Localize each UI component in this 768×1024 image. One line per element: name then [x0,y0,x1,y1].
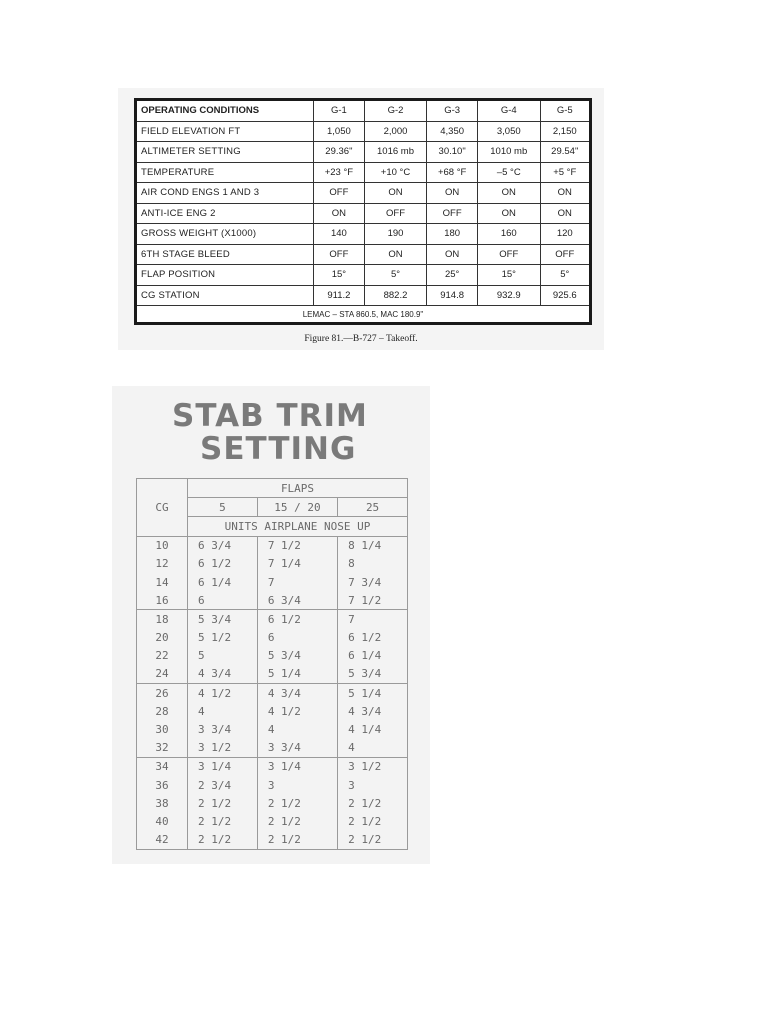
trim-flap-col-25: 25 [338,498,408,517]
trim-cell: 4 1/4 [338,720,408,738]
ops-cell: 914.8 [427,285,478,306]
trim-cell: 4 [188,702,258,720]
ops-row [136,265,591,286]
trim-cell: 8 [338,555,408,573]
ops-col-g3: G-3 [427,100,478,122]
operating-conditions-table [134,98,592,325]
trim-cg-value: 16 [137,591,188,610]
trim-cell: 6 3/4 [188,536,258,555]
trim-cell: 6 1/4 [188,573,258,591]
trim-flap-col-15-20: 15 / 20 [257,498,337,517]
trim-cell: 2 1/2 [257,831,337,850]
ops-cell: –5 °C [478,162,540,183]
ops-cell: +10 °C [364,162,426,183]
trim-cell: 5 1/4 [257,665,337,684]
ops-cell: 120 [540,224,591,245]
ops-cell: 30.10" [427,142,478,163]
trim-cell: 6 3/4 [257,591,337,610]
trim-cell: 2 1/2 [188,812,258,830]
ops-col-g5: G-5 [540,100,591,122]
trim-cg-value: 26 [137,684,188,703]
trim-cell: 8 1/4 [338,536,408,555]
trim-cell: 3 [257,776,337,794]
trim-row [137,591,408,610]
trim-cell: 6 [188,591,258,610]
ops-table-body [136,121,591,306]
ops-cell: 5° [364,265,426,286]
ops-cell: ON [540,203,591,224]
trim-row [137,812,408,830]
trim-row [137,647,408,665]
trim-cg-value: 40 [137,812,188,830]
trim-cell: 5 [188,647,258,665]
ops-row [136,285,591,306]
ops-row-label: FLAP POSITION [136,265,314,286]
ops-cell: 29.54" [540,142,591,163]
trim-flaps-header: FLAPS [188,479,408,498]
ops-cell: 15° [478,265,540,286]
ops-cell: 15° [314,265,365,286]
trim-units-header: UNITS AIRPLANE NOSE UP [188,517,408,536]
ops-row [136,142,591,163]
ops-row [136,224,591,245]
ops-footnote: LEMAC – STA 860.5, MAC 180.9" [136,306,591,324]
stab-trim-title-line2: SETTING [200,431,357,467]
ops-row-label: CG STATION [136,285,314,306]
trim-row [137,665,408,684]
ops-cell: ON [540,183,591,204]
ops-row [136,183,591,204]
ops-cell: ON [478,183,540,204]
trim-cg-value: 18 [137,610,188,629]
ops-row [136,203,591,224]
trim-cell: 5 3/4 [188,610,258,629]
trim-cg-value: 24 [137,665,188,684]
trim-cell: 3 [338,776,408,794]
trim-row [137,573,408,591]
ops-row-label: TEMPERATURE [136,162,314,183]
trim-cell: 2 1/2 [188,794,258,812]
ops-cell: OFF [478,244,540,265]
trim-cg-value: 14 [137,573,188,591]
ops-cell: 140 [314,224,365,245]
ops-cell: 180 [427,224,478,245]
trim-row [137,720,408,738]
trim-cell: 7 1/4 [257,555,337,573]
ops-cell: 932.9 [478,285,540,306]
trim-flap-col-5: 5 [188,498,258,517]
trim-cg-value: 34 [137,757,188,776]
ops-cell: 925.6 [540,285,591,306]
trim-cg-value: 32 [137,739,188,758]
ops-cell: OFF [364,203,426,224]
trim-cell: 7 1/2 [257,536,337,555]
stab-trim-figure [112,386,430,864]
trim-cell: 4 1/2 [188,684,258,703]
ops-cell: 3,050 [478,121,540,142]
trim-cell: 2 1/2 [257,812,337,830]
ops-cell: 1,050 [314,121,365,142]
trim-cell: 4 3/4 [338,702,408,720]
trim-row [137,684,408,703]
ops-cell: OFF [540,244,591,265]
ops-cell: 1010 mb [478,142,540,163]
trim-row [137,629,408,647]
ops-cell: 911.2 [314,285,365,306]
ops-row [136,162,591,183]
trim-cg-header: CG [137,479,188,537]
operating-conditions-figure [118,88,604,350]
trim-cg-value: 36 [137,776,188,794]
trim-row [137,757,408,776]
trim-cell: 3 3/4 [188,720,258,738]
ops-cell: OFF [427,203,478,224]
trim-cell: 4 3/4 [257,684,337,703]
trim-cell: 3 1/4 [257,757,337,776]
ops-col-g2: G-2 [364,100,426,122]
ops-row-label: AIR COND ENGS 1 AND 3 [136,183,314,204]
trim-cell: 4 [257,720,337,738]
ops-cell: ON [364,183,426,204]
trim-cell: 2 1/2 [338,812,408,830]
trim-cell: 3 1/4 [188,757,258,776]
trim-row [137,739,408,758]
ops-col-g1: G-1 [314,100,365,122]
trim-row [137,794,408,812]
ops-cell: OFF [314,244,365,265]
ops-cell: 190 [364,224,426,245]
trim-cg-value: 42 [137,831,188,850]
trim-cg-value: 12 [137,555,188,573]
ops-row [136,121,591,142]
trim-cg-value: 28 [137,702,188,720]
ops-cell: 25° [427,265,478,286]
ops-cell: ON [478,203,540,224]
trim-cg-value: 30 [137,720,188,738]
trim-cell: 7 1/2 [338,591,408,610]
trim-cell: 6 1/2 [338,629,408,647]
trim-row [137,610,408,629]
ops-cell: OFF [314,183,365,204]
trim-cell: 2 1/2 [338,794,408,812]
trim-cell: 6 1/2 [188,555,258,573]
ops-header-label: OPERATING CONDITIONS [136,100,314,122]
trim-cg-value: 22 [137,647,188,665]
ops-cell: ON [314,203,365,224]
ops-cell: 882.2 [364,285,426,306]
trim-cell: 2 3/4 [188,776,258,794]
trim-cell: 3 3/4 [257,739,337,758]
trim-cell: 7 3/4 [338,573,408,591]
trim-cell: 5 1/2 [188,629,258,647]
ops-row-label: GROSS WEIGHT (X1000) [136,224,314,245]
trim-cell: 4 1/2 [257,702,337,720]
trim-cell: 4 3/4 [188,665,258,684]
trim-cell: 2 1/2 [188,831,258,850]
ops-row [136,244,591,265]
trim-table-body [137,536,408,849]
ops-header-row [136,100,591,122]
trim-cell: 6 1/2 [257,610,337,629]
ops-cell: ON [364,244,426,265]
trim-row [137,536,408,555]
trim-cell: 3 1/2 [338,757,408,776]
trim-cell: 5 1/4 [338,684,408,703]
trim-cg-value: 10 [137,536,188,555]
trim-row [137,555,408,573]
trim-flaps-header-row [137,479,408,498]
trim-cell: 2 1/2 [338,831,408,850]
ops-footnote-row [136,306,591,324]
trim-cell: 2 1/2 [257,794,337,812]
trim-cell: 6 1/4 [338,647,408,665]
ops-cell: +5 °F [540,162,591,183]
ops-cell: ON [427,183,478,204]
stab-trim-title-line1: STAB TRIM [172,398,368,434]
ops-cell: 2,000 [364,121,426,142]
stab-trim-title [172,400,372,466]
ops-cell: 5° [540,265,591,286]
ops-row-label: FIELD ELEVATION FT [136,121,314,142]
trim-cg-value: 20 [137,629,188,647]
trim-cell: 3 1/2 [188,739,258,758]
ops-cell: 29.36" [314,142,365,163]
trim-cell: 5 3/4 [338,665,408,684]
ops-cell: 160 [478,224,540,245]
trim-row [137,831,408,850]
trim-cell: 6 [257,629,337,647]
trim-cell: 7 [257,573,337,591]
trim-cell: 4 [338,739,408,758]
ops-row-label: ANTI-ICE ENG 2 [136,203,314,224]
ops-cell: +23 °F [314,162,365,183]
ops-cell: 1016 mb [364,142,426,163]
trim-cell: 7 [338,610,408,629]
trim-cg-value: 38 [137,794,188,812]
ops-row-label: ALTIMETER SETTING [136,142,314,163]
ops-cell: 2,150 [540,121,591,142]
trim-row [137,702,408,720]
ops-cell: +68 °F [427,162,478,183]
ops-cell: 4,350 [427,121,478,142]
ops-col-g4: G-4 [478,100,540,122]
trim-cell: 5 3/4 [257,647,337,665]
trim-row [137,776,408,794]
ops-cell: ON [427,244,478,265]
figure-caption: Figure 81.—B-727 – Takeoff. [304,334,418,344]
ops-row-label: 6TH STAGE BLEED [136,244,314,265]
stab-trim-table [136,478,408,850]
